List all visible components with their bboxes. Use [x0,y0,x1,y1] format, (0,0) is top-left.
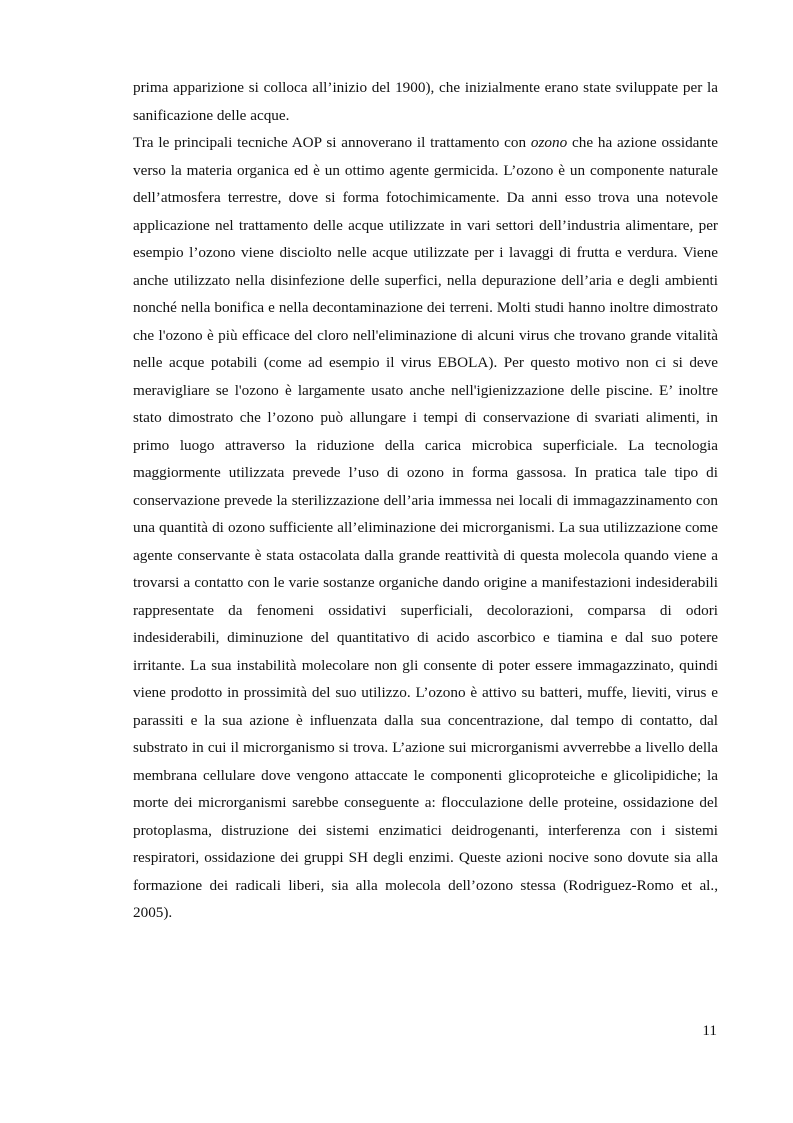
paragraph-2-lead: Tra le principali tecniche AOP si annoverano il trattamento con [133,134,531,151]
page-number: 11 [702,1022,717,1039]
paragraph-2-body: che ha azione ossidante verso la materia organica ed è un ottimo agente germicida. L’ozono è un componente naturale dell’atmosfera terrestre, dove si forma fotochimicamente. Da anni esso trova una notevole applicazione nel trattamento delle acque utilizzate in vari settori dell’industria alimentare, per esempio l’ozono viene disciolto nelle acque utilizzate per i lavaggi di frutta e verdura. Viene anche utilizzato nella disinfezione delle superfici, nella depurazione dell’aria e degli ambienti nonché nella bonifica e nella decontaminazione dei terreni. Molti studi hanno inoltre dimostrato che l'ozono è più efficace del cloro nell'eliminazione di alcuni virus che trovano grande vitalità nelle acque potabili (come ad esempio il virus EBOLA). Per questo motivo non ci si deve meravigliare se l'ozono è largamente usato anche nell'igienizzazione delle piscine. E’ inoltre stato dimostrato che l’ozono può allungare i tempi di conservazione di svariati alimenti, in primo luogo attraverso la riduzione della carica microbica superficiale. La tecnologia maggiormente utilizzata prevede l’uso di ozono in forma gassosa. In pratica tale tipo di conservazione prevede la sterilizzazione dell’aria immessa nei locali di immagazzinamento con una quantità di ozono sufficiente all’eliminazione dei microrganismi. La sua utilizzazione come agente conservante è stata ostacolata dalla grande reattività di questa molecola quando viene a trovarsi a contatto con le varie sostanze organiche dando origine a manifestazioni indesiderabili rappresentate da fenomeni ossidativi superficiali, decolorazioni, comparsa di odori indesiderabili, diminuzione del quantitativo di acido ascorbico e tiamina e dal suo potere irritante. La sua instabilità molecolare non gli consente di poter essere immagazzinato, quindi viene prodotto in prossimità del suo utilizzo. L’ozono è attivo su batteri, muffe, lieviti, virus e parassiti e la sua azione è influenzata dalla sua concentrazione, dal tempo di contatto, dal substrato in cui il microrganismo si trova. L’azione sui microrganismi avverrebbe a livello della membrana cellulare dove vengono attaccate le componenti glicoproteiche e glicolipidiche; la morte dei microrganismi sarebbe conseguente a: flocculazione delle proteine, ossidazione del protoplasma, distruzione dei sistemi enzimatici deidrogenanti, interferenza con i sistemi respiratori, ossidazione dei gruppi SH degli enzimi. Queste azioni nocive sono dovute sia alla formazione dei radicali liberi, sia alla molecola dell’ozono stessa (Rodriguez-Romo et al., 2005). [133,134,718,921]
paragraph-ozone [133,129,718,927]
paragraph-continuation [133,74,718,129]
paragraph-1-text: prima apparizione si colloca all’inizio del 1900), che inizialmente erano state sviluppate per la sanificazione delle acque. [133,79,718,124]
body-text [133,74,718,927]
ozone-term: ozono [530,134,568,151]
